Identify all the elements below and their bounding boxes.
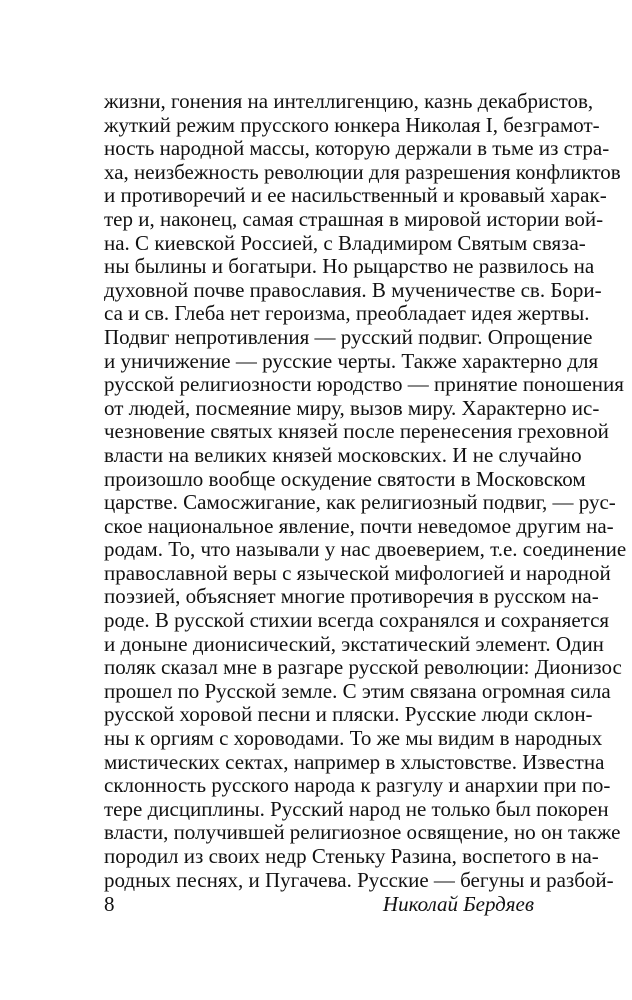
page-footer — [104, 889, 534, 919]
text-line: на. С киевской Россией, с Владимиром Святым связа- — [104, 230, 586, 255]
text-line: и противоречий и ее насильственный и кровавый харак- — [104, 183, 607, 208]
text-line: роде. В русской стихии всегда сохранялся и сохраняется — [104, 608, 610, 633]
text-line: чезновение святых князей после перенесения греховной — [104, 419, 609, 444]
text-line: и доныне дионисический, экстатический элемент. Один — [104, 631, 604, 656]
text-line: породил из своих недр Стеньку Разина, воспетого в на- — [104, 844, 599, 868]
text-line: произошло вообще оскудение святости в Московском — [104, 466, 586, 491]
text-line: са и св. Глеба нет героизма, преобладает идея жертвы. — [104, 301, 590, 326]
text-line: ское национальное явление, почти неведомое другим на- — [104, 513, 614, 538]
page-number: 8 — [104, 892, 115, 916]
text-line: родных песнях, и Пугачева. Русские — бегуны и разбой- — [104, 867, 614, 892]
text-line: прошел по Русской земле. С этим связана огромная сила — [104, 678, 611, 703]
text-line: царстве. Самосжигание, как религиозный подвиг, — рус- — [104, 490, 616, 515]
text-line: ха, неизбежность революции для разрешения конфликтов — [104, 159, 621, 184]
text-line: поляк сказал мне в разгаре русской революции: Дионизос — [104, 655, 622, 680]
text-line: и уничижение — русские черты. Также характерно для — [104, 348, 599, 373]
text-line: от людей, посмеяние миру, вызов миру. Характерно ис- — [104, 395, 600, 420]
text-line: православной веры с языческой мифологией и народной — [104, 560, 611, 585]
text-line: жуткий режим прусского юнкера Николая I, безграмот- — [104, 112, 600, 137]
text-line: власти на великих князей московских. И не случайно — [104, 442, 582, 467]
text-line: ность народной массы, которую держали в тьме из стра- — [104, 136, 610, 161]
text-line: тер и, наконец, самая страшная в мировой истории вой- — [104, 206, 604, 231]
text-line: жизни, гонения на интеллигенцию, казнь декабристов, — [104, 89, 594, 113]
text-line: ны к оргиям с хороводами. То же мы видим в народных — [104, 726, 603, 751]
text-line: мистических сектах, например в хлыстовстве. Известна — [104, 749, 605, 774]
text-line: власти, получившей религиозное освящение, но он также — [104, 820, 621, 845]
running-title: Николай Бердяев — [382, 892, 534, 916]
text-line: родам. То, что называли у нас двоеверием, т.е. соединение — [104, 537, 627, 562]
text-line: поэзией, объясняет многие противоречия в русском на- — [104, 584, 599, 609]
text-line: Подвиг непротивления — русский подвиг. Опрощение — [104, 324, 593, 349]
text-line: духовной почве православия. В мученичестве св. Бори- — [104, 277, 602, 302]
text-line: склонность русского народа к разгулу и анархии при по- — [104, 773, 611, 798]
body-text — [104, 89, 627, 892]
text-line: русской религиозности юродство — принятие поношения — [104, 372, 624, 397]
text-line: русской хоровой песни и пляски. Русские люди склон- — [104, 702, 593, 727]
text-line: ны былины и богатыри. Но рыцарство не развилось на — [104, 254, 595, 279]
text-line: тере дисциплины. Русский народ не только был покорен — [104, 796, 609, 821]
